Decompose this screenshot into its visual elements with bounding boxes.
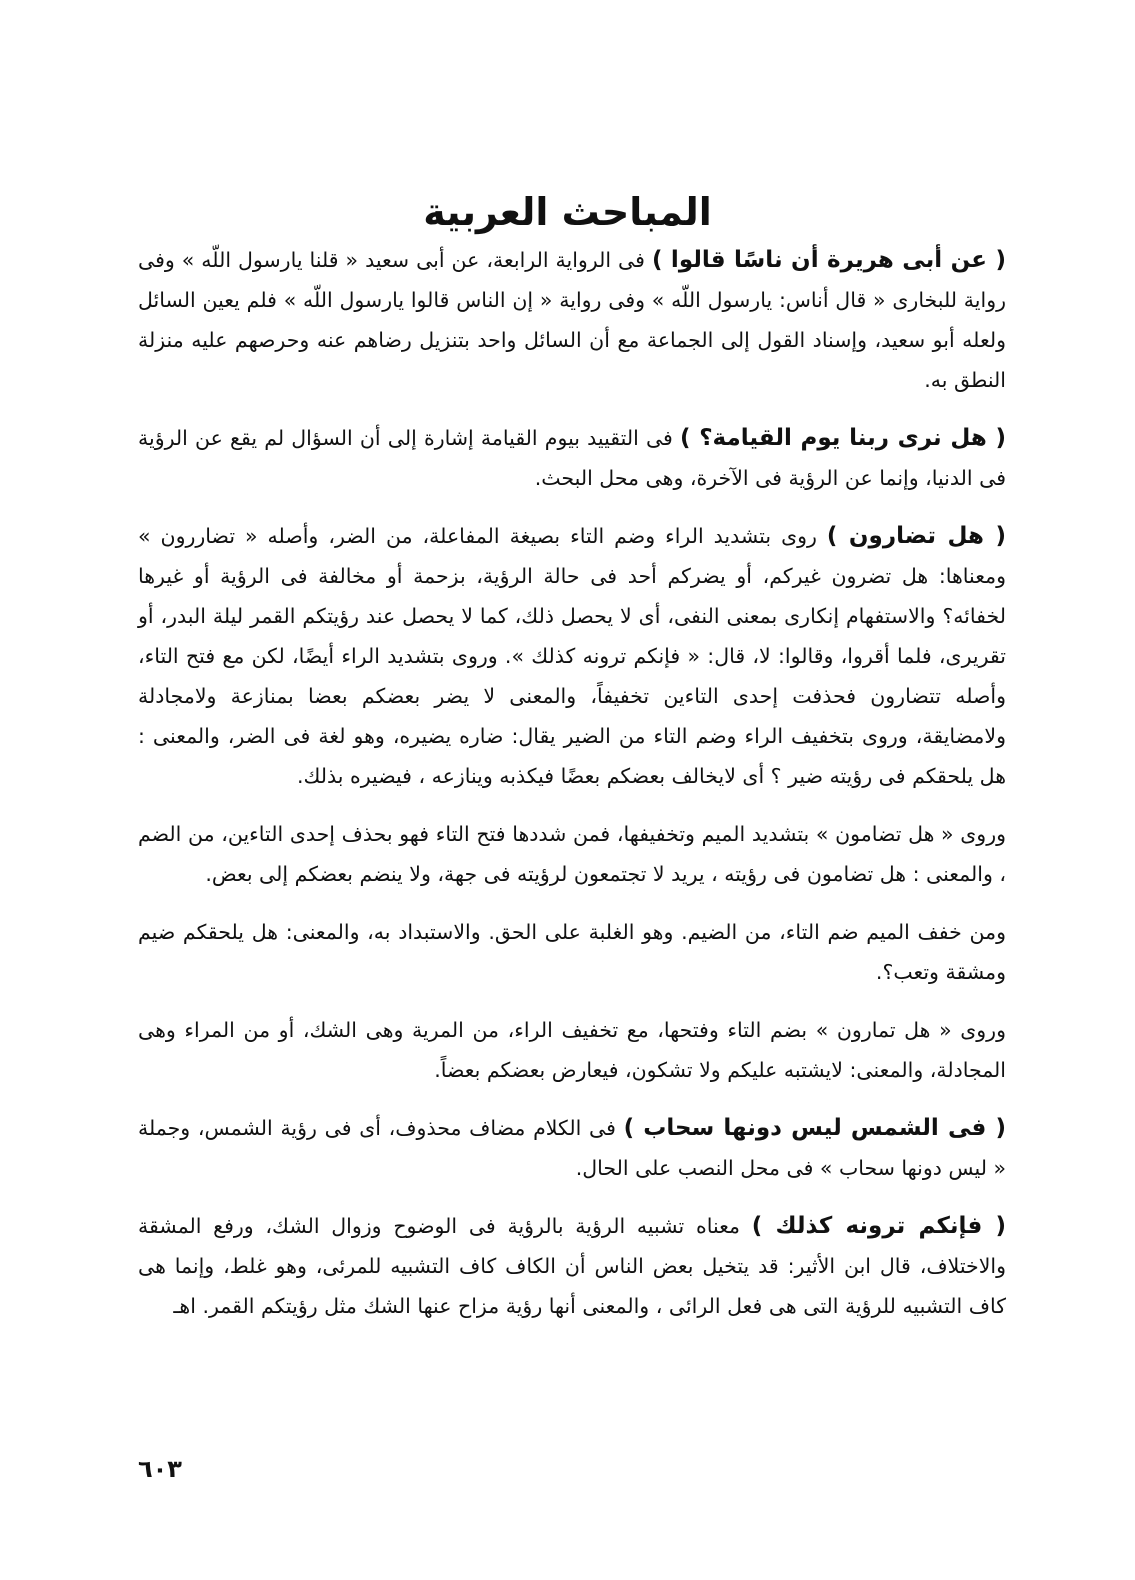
body-text <box>138 240 1006 1336</box>
lemma-8: ( فإنكم ترونه كذلك ) <box>751 1213 1006 1239</box>
paragraph-2-text: فى التقييد بيوم القيامة إشارة إلى أن السؤال لم يقع عن الرؤية فى الدنيا، وإنما عن الرؤية فى الآخرة، وهى محل البحث. <box>138 426 1006 490</box>
lemma-3: ( هل تضارون ) <box>826 523 1006 549</box>
paragraph-6 <box>138 1010 1006 1090</box>
lemma-2: ( هل نرى ربنا يوم القيامة؟ ) <box>680 425 1006 451</box>
paragraph-4 <box>138 814 1006 894</box>
paragraph-7-text: فى الكلام مضاف محذوف، أى فى رؤية الشمس، وجملة « ليس دونها سحاب » فى محل النصب على الحال. <box>138 1116 1006 1180</box>
lemma-7: ( فى الشمس ليس دونها سحاب ) <box>623 1115 1006 1141</box>
lemma-1: ( عن أبى هريرة أن ناسًا قالوا ) <box>651 247 1006 273</box>
paragraph-1-text: فى الرواية الرابعة، عن أبى سعيد « قلنا يارسول اللّه » وفى رواية للبخارى « قال أناس: يارسول اللّه » وفى رواية « إن الناس قالوا يارسول اللّه » فلم يعين السائل ولعله أبو سعيد، وإسناد القول إلى الجماعة مع أن السائل واحد بتنزيل رضاهم عنه وحرصهم عليه منزلة النطق به. <box>138 248 1006 392</box>
paragraph-8 <box>138 1206 1006 1326</box>
paragraph-5 <box>138 912 1006 992</box>
paragraph-6-text: وروى « هل تمارون » بضم التاء وفتحها، مع تخفيف الراء، من المرية وهى الشك، أو من المراء وهى المجادلة، والمعنى: لايشتبه عليكم ولا تشكون، فيعارض بعضكم بعضاً. <box>138 1018 1006 1082</box>
page-title: المباحث العربية <box>423 190 712 235</box>
paragraph-5-text: ومن خفف الميم ضم التاء، من الضيم. وهو الغلبة على الحق. والاستبداد به، والمعنى: هل يلحقكم ضيم ومشقة وتعب؟. <box>138 920 1006 984</box>
paragraph-3 <box>138 516 1006 796</box>
paragraph-1 <box>138 240 1006 400</box>
paragraph-3-text: روى بتشديد الراء وضم التاء بصيغة المفاعلة، من الضر، وأصله « تضاررون » ومعناها: هل تضرون غيركم، أو يضركم أحد فى حالة الرؤية، بزحمة أو مخالفة فى الرؤية أو غيرها لخفائه؟ والاستفهام إنكارى بمعنى النفى، أى لا يحصل ذلك، كما لا يحصل عند رؤيتكم القمر ليلة البدر، أو تقريرى، فلما أقروا، وقالوا: لا، قال: « فإنكم ترونه كذلك ». وروى بتشديد الراء أيضًا، لكن مع فتح التاء، وأصله تتضارون فحذفت إحدى التاءين تخفيفاً، والمعنى لا يضر بعضكم بعضا بمنازعة ولامجادلة ولامضايقة، وروى بتخفيف الراء وضم التاء من الضير يقال: ضاره يضيره، وهو لغة فى الضر، والمعنى : هل يلحقكم فى رؤيته ضير ؟ أى لايخالف بعضكم بعضًا فيكذبه وينازعه ، فيضيره بذلك. <box>138 524 1006 788</box>
paragraph-8-text: معناه تشبيه الرؤية بالرؤية فى الوضوح وزوال الشك، ورفع المشقة والاختلاف، قال ابن الأثير: قد يتخيل بعض الناس أن الكاف كاف التشبيه للمرئى، وهو غلط، وإنما هى كاف التشبيه للرؤية التى هى فعل الرائى ، والمعنى أنها رؤية مزاح عنها الشك مثل رؤيتكم القمر. اهـ <box>138 1214 1006 1318</box>
paragraph-2 <box>138 418 1006 498</box>
page-number: ٦٠٣ <box>138 1455 182 1483</box>
paragraph-7 <box>138 1108 1006 1188</box>
paragraph-4-text: وروى « هل تضامون » بتشديد الميم وتخفيفها، فمن شددها فتح التاء فهو بحذف إحدى التاءين، من الضم ، والمعنى : هل تضامون فى رؤيته ، يريد لا تجتمعون لرؤيته فى جهة، ولا ينضم بعضكم إلى بعض. <box>138 822 1006 886</box>
